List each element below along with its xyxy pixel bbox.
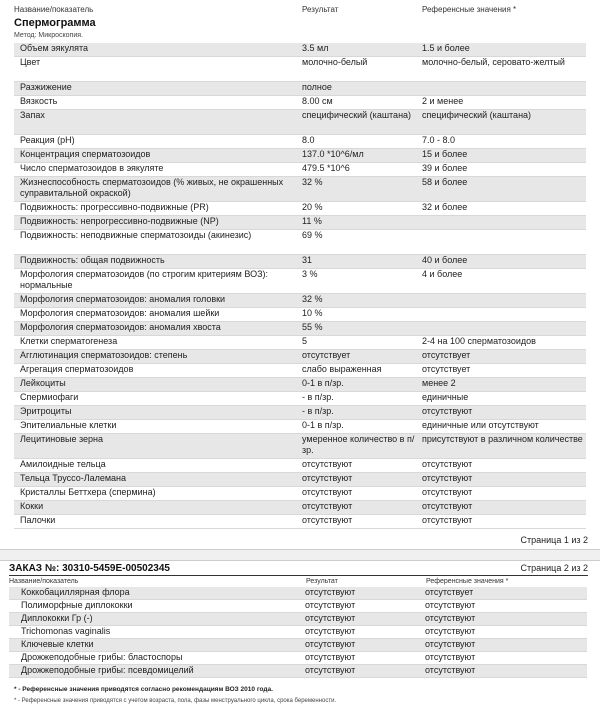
row-ref — [422, 322, 586, 335]
col-name-header: Название/показатель — [9, 578, 79, 585]
row-ref: присутствуют в различном количестве — [422, 434, 583, 444]
row-name: Агрегация сперматозоидов — [20, 364, 134, 374]
row-result: - в п/зр. — [302, 392, 334, 402]
divider — [9, 575, 588, 576]
row-result: полное — [302, 82, 332, 92]
row-result: 11 % — [302, 216, 322, 226]
table-row — [14, 230, 586, 255]
row-ref — [422, 216, 586, 229]
page-number: Страница 2 из 2 — [520, 563, 588, 573]
order-number: ЗАКАЗ №: 30310-5459E-00502345 — [9, 563, 170, 574]
table-row — [14, 135, 586, 149]
table-row — [14, 501, 586, 515]
table-row — [14, 110, 586, 135]
row-name: Лецитиновые зерна — [20, 434, 103, 444]
row-ref: отсутствует — [422, 364, 471, 374]
table-row — [14, 487, 586, 501]
row-name: Спермиофаги — [20, 392, 79, 402]
row-name: Палочки — [20, 515, 56, 525]
row-name: Морфология сперматозоидов: аномалия головки — [20, 294, 226, 304]
row-result: отсутствуют — [305, 613, 356, 623]
footnote: * - Референсные значения приводятся с учетом возраста, пола, фазы менструального цикла, срока беременности. — [14, 698, 337, 704]
table-row — [9, 639, 587, 652]
table-row — [9, 587, 587, 600]
table-row — [14, 406, 586, 420]
row-name: Коккобациллярная флора — [21, 587, 130, 597]
row-ref: отсутствуют — [425, 613, 476, 623]
page-number: Страница 1 из 2 — [520, 535, 588, 545]
table-row — [14, 269, 586, 294]
row-ref: отсутствуют — [425, 600, 476, 610]
row-result: 32 % — [302, 294, 323, 304]
row-result: 479.5 *10^6 — [302, 163, 350, 173]
table-row — [9, 613, 587, 626]
row-ref: 2 и менее — [422, 96, 464, 106]
table-row — [14, 350, 586, 364]
row-result: 0-1 в п/зр. — [302, 378, 344, 388]
row-ref: 4 и более — [422, 269, 463, 279]
table-row — [14, 459, 586, 473]
table-row — [14, 322, 586, 336]
row-name: Лейкоциты — [20, 378, 66, 388]
row-ref: отсутствуют — [425, 665, 476, 675]
row-result: отсутствуют — [305, 600, 356, 610]
row-name: Реакция (pH) — [20, 135, 75, 145]
row-ref: 15 и более — [422, 149, 468, 159]
row-ref: отсутствуют — [422, 487, 473, 497]
row-result: 5 — [302, 336, 308, 346]
table-row — [14, 82, 586, 96]
row-name: Агглютинация сперматозоидов: степень — [20, 350, 188, 360]
row-ref: отсутствуют — [422, 473, 473, 483]
row-result: отсутствуют — [305, 626, 356, 636]
row-result: отсутствуют — [302, 501, 353, 511]
row-result: специфический (каштана) — [302, 110, 412, 120]
row-result: молочно-белый — [302, 57, 368, 67]
row-ref: менее 2 — [422, 378, 456, 388]
row-name: Ключевые клетки — [21, 639, 94, 649]
row-ref: 39 и более — [422, 163, 468, 173]
row-name: Разжижение — [20, 82, 72, 92]
row-result: 55 % — [302, 322, 323, 332]
table-row — [14, 392, 586, 406]
row-result: отсутствуют — [305, 652, 356, 662]
table-row — [14, 378, 586, 392]
col-ref-header: Референсные значения * — [422, 5, 517, 14]
table-row — [14, 177, 586, 202]
row-result: умеренное количество в п/зр. — [302, 434, 415, 455]
row-ref: 1.5 и более — [422, 43, 470, 53]
row-name: Дрожжеподобные грибы: псевдомицелий — [21, 665, 194, 675]
table-row — [9, 665, 587, 678]
row-result: 8.00 см — [302, 96, 333, 106]
row-name: Морфология сперматозоидов: аномалия хвоста — [20, 322, 221, 332]
row-result: 69 % — [302, 230, 323, 240]
row-name: Дрожжеподобные грибы: бластоспоры — [21, 652, 183, 662]
row-result: отсутствуют — [302, 515, 353, 525]
row-name: Полиморфные диплококки — [21, 600, 133, 610]
row-name: Trichomonas vaginalis — [21, 626, 111, 636]
row-ref: отсутствуют — [422, 406, 473, 416]
row-result: 137.0 *10^6/мл — [302, 149, 364, 159]
row-name: Запах — [20, 110, 45, 120]
row-name: Жизнеспособность сперматозоидов (% живых, не окрашенных суправитальной окраской) — [20, 177, 284, 198]
row-name: Цвет — [20, 57, 41, 67]
report-page-2 — [0, 560, 600, 708]
row-ref: отсутствуют — [425, 626, 476, 636]
row-name: Тельца Труссо-Лалемана — [20, 473, 127, 483]
method-label: Метод: Микроскопия. — [14, 32, 83, 39]
row-name: Эритроциты — [20, 406, 72, 416]
col-ref-header: Референсные значения * — [426, 578, 509, 585]
table-row — [14, 434, 586, 459]
row-result: отсутствует — [302, 350, 351, 360]
row-result: 31 — [302, 255, 313, 265]
row-result: отсутствуют — [302, 487, 353, 497]
row-ref: 40 и более — [422, 255, 468, 265]
row-ref — [422, 230, 586, 254]
row-ref: отсутствуют — [422, 515, 473, 525]
row-name: Морфология сперматозоидов (по строгим критериям ВОЗ): нормальные — [20, 269, 269, 290]
row-ref: отсутствует — [422, 350, 471, 360]
row-result: отсутствуют — [305, 639, 356, 649]
table-row — [9, 600, 587, 613]
footnote: * - Референсные значения приводятся согласно рекомендациям ВОЗ 2010 года. — [14, 686, 273, 693]
table-row — [14, 515, 586, 529]
row-name: Подвижность: непрогрессивно-подвижные (NP) — [20, 216, 219, 226]
row-ref: отсутствует — [425, 587, 474, 597]
table-header — [0, 2, 600, 16]
row-name: Число сперматозоидов в эякуляте — [20, 163, 164, 173]
row-name: Кристаллы Беттхера (спермина) — [20, 487, 156, 497]
table-row — [14, 473, 586, 487]
table-row — [14, 294, 586, 308]
row-result: 3 % — [302, 269, 318, 279]
table-row — [14, 163, 586, 177]
row-result: отсутствуют — [305, 587, 356, 597]
row-name: Диплококки Гр (-) — [21, 613, 93, 623]
table-row — [14, 57, 586, 82]
page-title: Спермограмма — [14, 17, 96, 29]
col-result-header: Результат — [302, 5, 339, 14]
row-ref: 32 и более — [422, 202, 468, 212]
row-name: Эпителиальные клетки — [20, 420, 117, 430]
row-name: Морфология сперматозоидов: аномалия шейки — [20, 308, 220, 318]
row-ref: 58 и более — [422, 177, 468, 187]
row-result: 0-1 в п/зр. — [302, 420, 344, 430]
row-result: 20 % — [302, 202, 323, 212]
row-ref: единичные — [422, 392, 469, 402]
row-name: Кокки — [20, 501, 44, 511]
col-name-header: Название/показатель — [14, 5, 94, 14]
row-name: Подвижность: прогрессивно-подвижные (PR) — [20, 202, 209, 212]
row-ref — [422, 308, 586, 321]
row-result: 10 % — [302, 308, 323, 318]
row-ref: 2-4 на 100 сперматозоидов — [422, 336, 536, 346]
table-row — [14, 43, 586, 57]
row-name: Объем эякулята — [20, 43, 89, 53]
row-result: - в п/зр. — [302, 406, 334, 416]
table-row — [14, 202, 586, 216]
table-row — [14, 308, 586, 322]
row-ref: отсутствуют — [422, 459, 473, 469]
table-row — [9, 652, 587, 665]
row-ref — [422, 82, 586, 95]
row-result: отсутствуют — [302, 473, 353, 483]
row-result: 8.0 — [302, 135, 315, 145]
row-name: Подвижность: общая подвижность — [20, 255, 165, 265]
row-name: Клетки сперматогенеза — [20, 336, 118, 346]
row-ref: молочно-белый, серовато-желтый — [422, 57, 565, 67]
row-ref: специфический (каштана) — [422, 110, 532, 120]
table-row — [14, 216, 586, 230]
row-name: Подвижность: неподвижные сперматозоиды (акинезис) — [20, 230, 252, 240]
row-ref: отсутствуют — [425, 639, 476, 649]
table-row — [14, 420, 586, 434]
results-table — [9, 587, 587, 678]
row-result: слабо выраженная — [302, 364, 382, 374]
row-ref: единичные или отсутствуют — [422, 420, 539, 430]
row-ref: отсутствуют — [425, 652, 476, 662]
row-result: отсутствуют — [305, 665, 356, 675]
table-row — [14, 255, 586, 269]
row-ref — [422, 294, 586, 307]
row-result: 3.5 мл — [302, 43, 329, 53]
table-row — [14, 336, 586, 350]
row-result: отсутствуют — [302, 459, 353, 469]
table-row — [14, 96, 586, 110]
row-result: 32 % — [302, 177, 323, 187]
results-table — [14, 43, 586, 529]
row-name: Амилоидные тельца — [20, 459, 106, 469]
row-name: Вязкость — [20, 96, 58, 106]
table-row — [14, 364, 586, 378]
table-row — [9, 626, 587, 639]
col-result-header: Результат — [306, 578, 338, 585]
table-row — [14, 149, 586, 163]
row-ref: 7.0 - 8.0 — [422, 135, 456, 145]
row-name: Концентрация сперматозоидов — [20, 149, 151, 159]
row-ref: отсутствуют — [422, 501, 473, 511]
